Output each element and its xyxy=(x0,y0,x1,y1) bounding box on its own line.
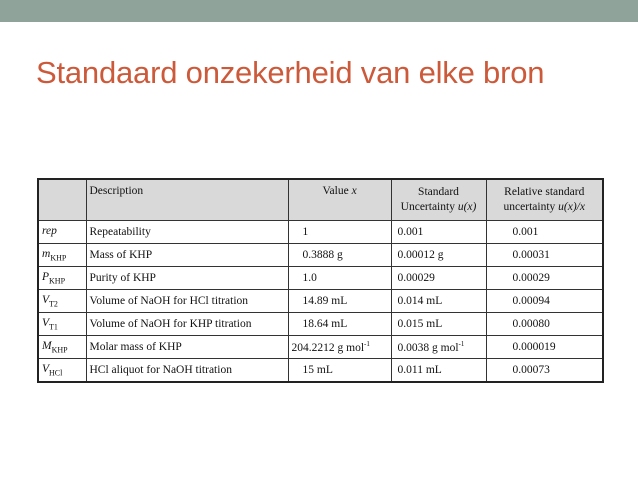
row-value: 15 mL xyxy=(288,359,391,383)
row-description: Repeatability xyxy=(86,221,288,244)
row-value: 204.2212 g mol$^{-1}$ xyxy=(288,336,391,359)
table-row xyxy=(38,336,603,359)
row-value: 0.3888 g xyxy=(288,244,391,267)
row-description: Purity of KHP xyxy=(86,267,288,290)
header-rsu-line2: uncertainty xyxy=(503,201,559,213)
row-relative-uncertainty: 0.00031 xyxy=(486,244,603,267)
header-value-label: Value xyxy=(322,185,352,197)
row-symbol: $V_{T2}$ xyxy=(38,290,86,313)
row-description: HCl aliquot for NaOH titration xyxy=(86,359,288,383)
row-symbol: $P_{KHP}$ xyxy=(38,267,86,290)
header-value xyxy=(288,179,391,221)
header-standard-uncertainty xyxy=(391,179,486,221)
row-standard-uncertainty: 0.011 mL xyxy=(391,359,486,383)
row-value: 14.89 mL xyxy=(288,290,391,313)
row-description: Volume of NaOH for KHP titration xyxy=(86,313,288,336)
header-relative-standard-uncertainty xyxy=(486,179,603,221)
uncertainty-table xyxy=(37,178,604,383)
row-standard-uncertainty: 0.001 xyxy=(391,221,486,244)
slide-title: Standaard onzekerheid van elke bron xyxy=(36,55,545,90)
row-relative-uncertainty: 0.00073 xyxy=(486,359,603,383)
table-row xyxy=(38,267,603,290)
header-su-var: u(x) xyxy=(457,201,477,213)
top-accent-bar xyxy=(0,0,638,22)
table-row xyxy=(38,290,603,313)
row-symbol: $V_{T1}$ xyxy=(38,313,86,336)
row-description: Mass of KHP xyxy=(86,244,288,267)
header-description: Description xyxy=(86,179,288,221)
row-relative-uncertainty: 0.00094 xyxy=(486,290,603,313)
row-description: Molar mass of KHP xyxy=(86,336,288,359)
table-row xyxy=(38,359,603,383)
row-standard-uncertainty: 0.00012 g xyxy=(391,244,486,267)
row-relative-uncertainty: 0.000019 xyxy=(486,336,603,359)
row-symbol: $m_{KHP}$ xyxy=(38,244,86,267)
row-standard-uncertainty: 0.014 mL xyxy=(391,290,486,313)
table-row xyxy=(38,313,603,336)
row-relative-uncertainty: 0.00080 xyxy=(486,313,603,336)
row-value: 1.0 xyxy=(288,267,391,290)
row-relative-uncertainty: 0.001 xyxy=(486,221,603,244)
row-standard-uncertainty: 0.0038 g mol$^{-1}$ xyxy=(391,336,486,359)
header-su-line2: Uncertainty xyxy=(400,201,458,213)
row-symbol: $M_{KHP}$ xyxy=(38,336,86,359)
header-symbol xyxy=(38,179,86,221)
header-rsu-line1: Relative standard xyxy=(504,186,585,198)
row-symbol: $V_{HCl}$ xyxy=(38,359,86,383)
row-relative-uncertainty: 0.00029 xyxy=(486,267,603,290)
table-row xyxy=(38,244,603,267)
table-row xyxy=(38,221,603,244)
row-value: 1 xyxy=(288,221,391,244)
row-symbol: rep xyxy=(38,221,86,244)
row-description: Volume of NaOH for HCl titration xyxy=(86,290,288,313)
table-header-row xyxy=(38,179,603,221)
row-standard-uncertainty: 0.015 mL xyxy=(391,313,486,336)
header-value-var: x xyxy=(351,185,357,197)
row-standard-uncertainty: 0.00029 xyxy=(391,267,486,290)
header-rsu-var: u(x)/x xyxy=(558,201,585,213)
header-su-line1: Standard xyxy=(418,186,459,198)
row-value: 18.64 mL xyxy=(288,313,391,336)
